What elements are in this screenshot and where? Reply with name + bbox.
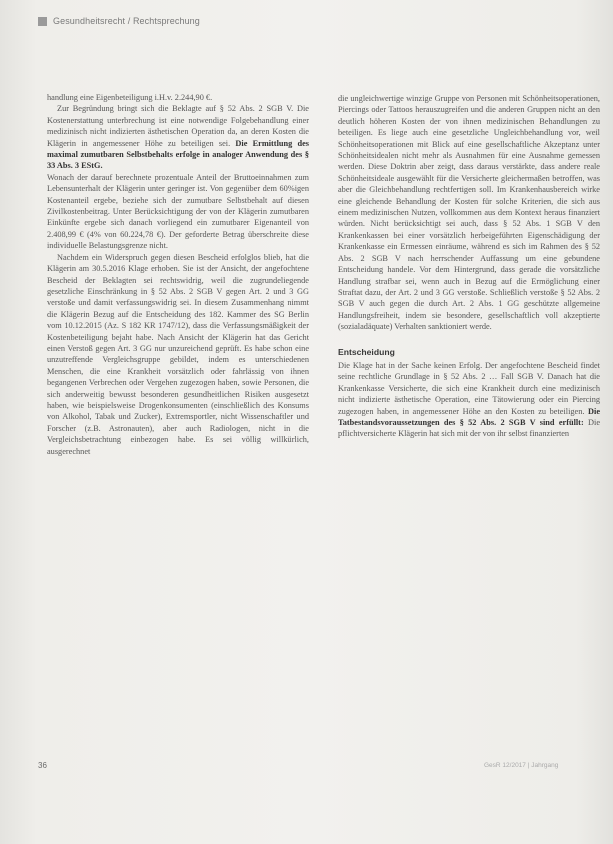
- left-text-column: [47, 92, 309, 457]
- right-text-column: [338, 93, 600, 440]
- text-run: Zur Begründung bringt sich die Beklagte auf § 52 Abs. 2 SGB V. Die Kostenerstattung unterbrechung ist eine notwendige Folgebehandlung einer medizinisch nicht indizierten ästhetischen Operation da, an deren Kosten die Klägerin in angemessener Höhe zu beteiligen sei.: [47, 104, 309, 148]
- text-run: die ungleichwertige winzige Gruppe von Personen mit Schönheitsoperationen, Piercings oder Tattoos herauszugreifen und die anderen Gruppen nicht an den deutlich höheren Kosten der von ihnen medizinischen Behandlungen zu beteiligen. Es liege auch eine gesetzliche Ungleichbehandlung vor, weil Schönheitsoperationen mit Blick auf eine gesellschaftliche Akzeptanz unter Schönheitsidealen nicht mehr als Ausnahmen für eine Ausnahme gemessen werden. Diese Doktrin aber zeigt, dass daraus verstärkte, dass andere reale Schönheitsideale ausgewählt für die Versicherte gleichermaßen betroffen, was aber die Gleichbehandlung rechtfertigen soll. Im Krankenhausbereich wirke eine gleichende Behandlung der Kosten für solche Kriterien, die sich aus einem medizinischen Nutzen, vollkommen aus dem Kontext heraus finanziert würden. Nicht berücksichtigt sei auch, dass § 52 Abs. 1 SGB V den Krankenkassen bei einer vorsätzlich herbeigeführten Eigenschädigung der Krankenkasse ein Ermessen einräume, während es sich im Rahmen des § 52 Abs. 2 SGB V nach herrschender Auffassung um eine gebundene Entscheidung handele. Vor dem Hintergrund, dass gerade die vorsätzliche Handlung strafbar sei, wenn auch in Bezug auf die Ermöglichung einer Straftat dazu, der Art. 2 und 3 GG verstoße. Schließlich verstoße § 52 Abs. 2 SGB V auch gegen die durch Art. 2 Abs. 1 GG geschützte allgemeine Handlungsfreiheit, indem sie besondere, gesellschaftlich voll akzeptierte (sozialadäquate) Verhalten sanktioniert werde.: [338, 94, 600, 332]
- paragraph: [47, 103, 309, 171]
- text-run: Nachdem ein Widerspruch gegen diesen Bescheid erfolglos blieb, hat die Klägerin am 30.5.2016 Klage erhoben. Sie ist der Ansicht, der angefochtene Bescheid der Beklagten sei rechtswidrig, weil die zugrundeliegende gesetzliche Einschränkung in § 52 Abs. 2 SGB V gegen Art. 2 und 3 GG verstoße und damit verfassungswidrig sei. In diesem Zusammenhang nimmt die Klägerin Bezug auf die Entscheidung des 182. Kammer des SG Berlin vom 10.12.2015 (Az. S 182 KR 1747/12), dass die Verfassungsmäßigkeit der Kostenbeteiligung bejaht habe. Nach Ansicht der Klägerin hat das Gericht einen Verstoß gegen Art. 3 GG nur unzureichend geprüft. Es habe schon eine unzutreffende Vergleichsgruppe gebildet, indem es unterschiedenen Menschen, die eine Krankheit vorsätzlich oder fahrlässig von ihnen begangenen Verbrechen oder Vergehen zugezogen haben, sowie Personen, die sich anderweitig bewusst besonderen gesundheitlichen Risiken ausgesetzt haben, wie beispielsweise Drogenkonsumenten (einschließlich des Konsums von Alkohol, Tabak und Zucker), Extremsportler, nicht Wissenschaftler und Forscher (z.B. Astronauten), aber auch Radiologen, nicht in die Vergleichsbetrachtung einbezogen habe. Es sei völlig willkürlich, ausgerechnet: [47, 252, 309, 456]
- header-title: Gesundheitsrecht / Rechtsprechung: [53, 16, 200, 26]
- footer-journal-info: GesR 12/2017 | Jahrgang: [484, 762, 559, 769]
- text-run: handlung eine Eigenbeteiligung i.H.v. 2.244,90 €.: [47, 93, 213, 102]
- paragraph: [338, 360, 600, 440]
- bold-run: Die Tatbestandsvoraussetzungen des § 52 Abs. 2 SGB V sind erfüllt:: [338, 406, 600, 427]
- page-number: 36: [38, 761, 47, 770]
- paragraph: [338, 93, 600, 333]
- paragraph: [47, 172, 309, 252]
- bold-run: Die Ermittlung des maximal zumutbaren Selbstbehalts erfolge in analoger Anwendung des § 33 Abs. 3 EStG.: [47, 138, 310, 171]
- text-run: Die Klage hat in der Sache keinen Erfolg. Der angefochtene Bescheid findet seine rechtliche Grundlage in § 52 Abs. 2 … Fall SGB V. Danach hat die Krankenkasse Versicherte, die sich eine Krankheit durch eine medizinisch nicht indizierte ästhetische Operation, eine Tätowierung oder ein Piercing zugezogen haben, in angemessener Höhe an den Kosten zu beteiligen.: [338, 360, 600, 416]
- text-run: Die pflichtversicherte Klägerin hat sich mit der von ihr selbst finanzierten: [338, 417, 600, 439]
- running-header: [38, 14, 200, 28]
- paragraph: [47, 252, 309, 457]
- paragraph: [47, 92, 309, 103]
- header-marker-square: [38, 17, 47, 26]
- section-heading: Entscheidung: [338, 346, 395, 357]
- text-run: Wonach der darauf berechnete prozentuale Anteil der Bruttoeinnahmen zum Lebensunterhalt der Klägerin unter geringer ist. Von gegenüber dem 60%igen Kostenanteil ergebe, beziehe sich der zumutbare Selbstbehalt auf diesen Zivilkostenbeitrag. Unter Berücksichtigung der von der Klägerin zumutbaren Einkünfte ergebe sich danach vorliegend ein zumutbarer Eigenanteil von 2.408,99 € (4% von 60.224,78 €). Der geforderte Betrag überschreite diese individuelle Belastungsgrenze nicht.: [47, 172, 309, 251]
